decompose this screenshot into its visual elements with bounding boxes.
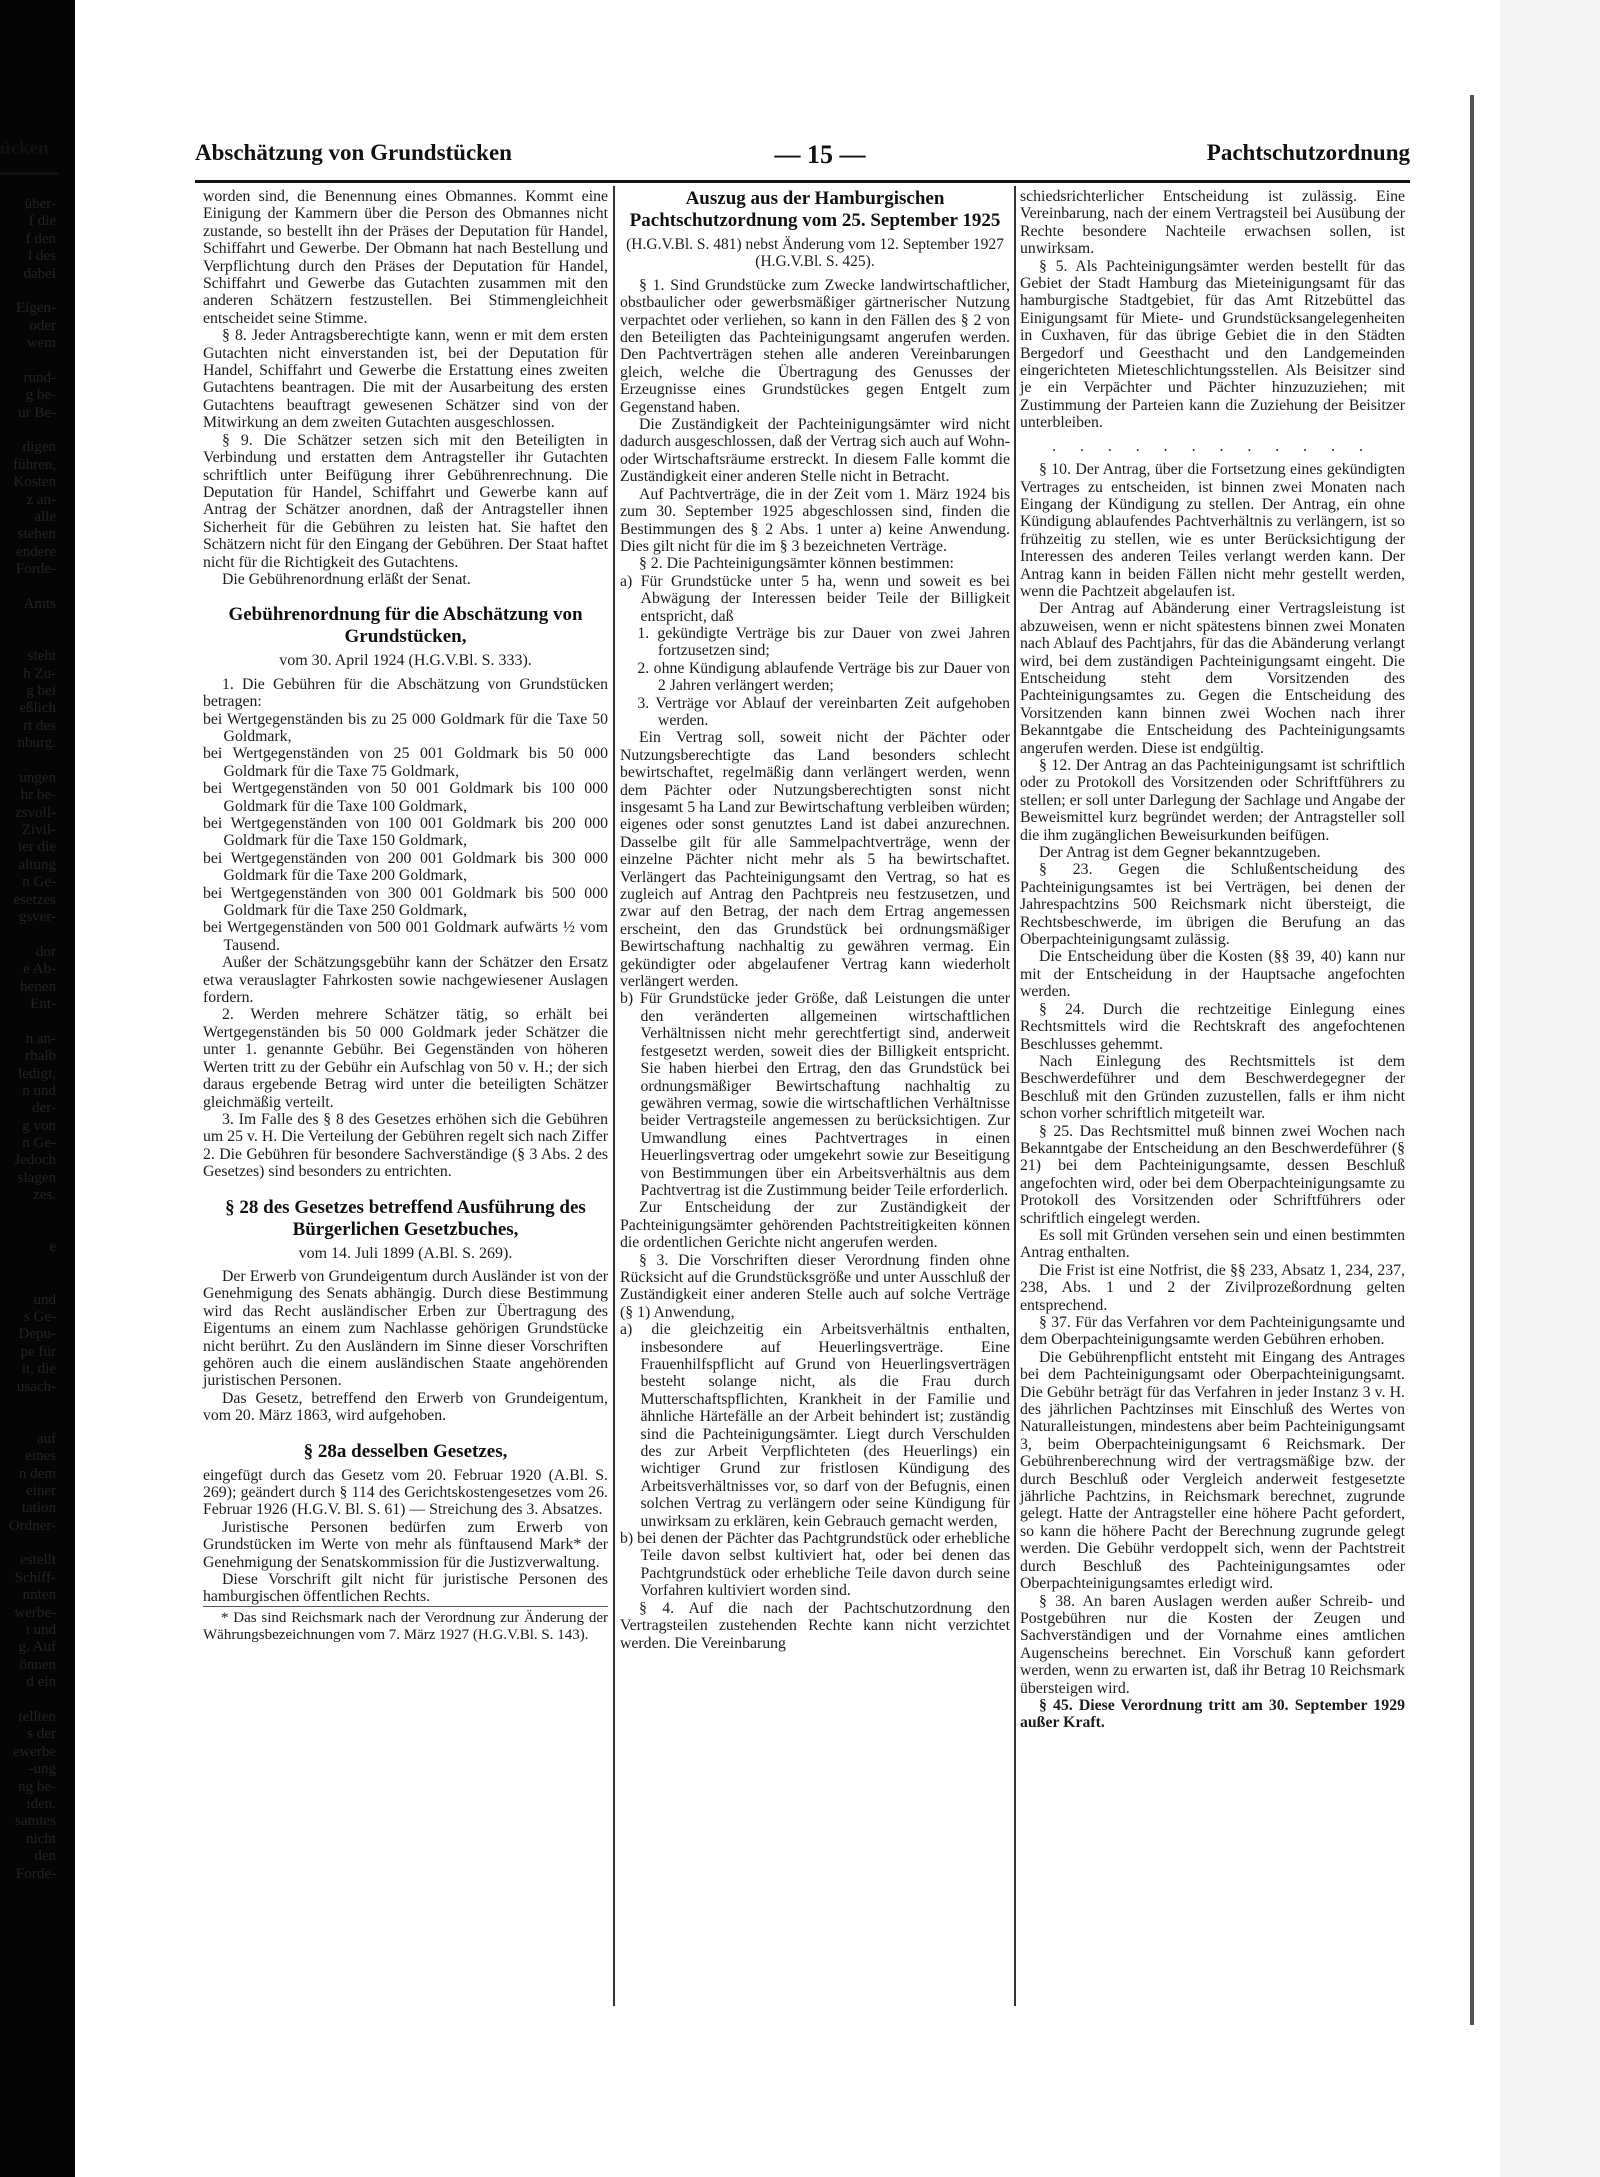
previous-page-line: führen, <box>13 456 56 473</box>
fee-schedule-item: bei Wertgegenständen bis zu 25 000 Goldmark für die Taxe 50 Goldmark, <box>203 710 608 745</box>
previous-page-line: stehen <box>17 526 56 543</box>
paragraph-section-4: § 4. Auf die nach der Pachtschutzordnung den Vertragsteilen zustehenden Rechte kann nicht verzichtet werden. Die Vereinbarung <box>620 1599 1010 1652</box>
previous-page-line <box>0 1257 58 1274</box>
previous-page-line: samtes <box>15 1813 56 1830</box>
previous-page-line: ledigt, <box>18 1065 56 1082</box>
previous-page-line: rund- <box>23 369 56 386</box>
previous-page-line: rhalb <box>25 1048 56 1065</box>
previous-page-line: Eigen- <box>16 300 56 317</box>
paragraph: Das Gesetz, betreffend den Erwerb von Grundeigentum, vom 20. März 1863, wird aufgehoben. <box>203 1389 608 1425</box>
paragraph: Juristische Personen bedürfen zum Erwerb von Grundstücken im Werte von mehr als fünftausend Mark* der Genehmigung der Senatskommission für die Justizverwaltung. <box>203 1518 608 1571</box>
column-1 <box>203 188 608 1645</box>
list-item: 2. ohne Kündigung ablaufende Verträge bis zur Dauer von 2 Jahren verlängert werden; <box>637 659 1010 695</box>
previous-page-line <box>0 422 58 439</box>
column-rule <box>613 186 615 2006</box>
previous-page-line: ng be- <box>18 1778 56 1795</box>
heading-gebuehrenordnung: Gebührenordnung für die Abschätzung von Grundstücken, <box>228 604 583 648</box>
previous-page-line: den <box>34 1848 56 1865</box>
paragraph-2a: a) Für Grundstücke unter 5 ha, wenn und soweit es bei Abwägung der Interessen beider Teile der Billigkeit entspricht, daß <box>620 572 1010 625</box>
previous-page-line <box>0 1535 58 1552</box>
previous-page-line: endere <box>16 543 56 560</box>
previous-page-line: eßlich <box>19 700 56 717</box>
previous-page-line: g be- <box>25 387 56 404</box>
paragraph: Ein Vertrag soll, soweit nicht der Pächter oder Nutzungsberechtigte das Land besonders schlecht bewirtschaftet, regelmäßig dann verlängert werden, wenn dem Pächter oder Nutzungsberechtigten sonst nicht insgesamt 5 ha Land zur Bewirtschaftung verbleiben würden; eigenes oder sonst genutztes Land ist dabei anzurechnen. Dasselbe gilt für alle Sammelpachtverträge, wenn der einzelne Pächter nicht mehr als 5 ha bewirtschaftet. Verlängert das Pachteinigungsamt den Vertrag, so hat es zugleich auf Antrag den Pachtpreis neu festzusetzen, und zwar auf den Betrag, der nach dem Ertrag angemessen erscheint, den das Grundstück bei ordnungsmäßiger Bewirtschaftung nachhaltig zu gewähren vermag. Ein gekündigter oder abgelaufener Vertrag kann wiederholt verlängert werden. <box>620 729 1010 991</box>
paragraph-section-1: § 1. Sind Grundstücke zum Zwecke landwirtschaftlicher, obstbaulicher oder gewerbsmäßiger gärtnerischer Nutzung verpachtet oder verliehen, so kann in den Fällen des § 2 von den Beteiligten das Pachteinigungsamt angerufen werden. Den Pachtverträgen stehen alle anderen Vereinbarungen gleich, welche die Übertragung des Genusses der Erzeugnisse eines Grundstückes gegen Entgelt zum Gegenstand haben. <box>620 276 1010 416</box>
heading-section-28a: § 28a desselben Gesetzes, <box>303 1440 508 1462</box>
paragraph-section-37: § 37. Für das Verfahren vor dem Pachteinigungsamte und dem Oberpachteinigungsamte werden Gebühren erhoben. <box>1020 1314 1405 1349</box>
previous-page-line: f den <box>25 230 56 247</box>
paragraph-section-8: § 8. Jeder Antragsberechtigte kann, wenn er mit dem ersten Gutachten nicht einverstanden ist, bei der Deputation für Handel, Schiffahrt und Gewerbe die Erstattung eines zweiten Gutachtens beantragen. Die mit der Ausarbeitung des ersten Gutachtens beauftragt gewesenen Schätzer sind von der Mitwirkung an dem zweiten Gutachten ausgeschlossen. <box>203 327 608 432</box>
previous-page-line: digen <box>22 439 56 456</box>
previous-page-line: önnen <box>19 1656 56 1673</box>
paragraph: Die Frist ist eine Notfrist, die §§ 233, Absatz 1, 234, 237, 238, Abs. 1 und 2 der Zivilprozeßordnung gelten entsprechend. <box>1020 1261 1405 1314</box>
previous-page-line: ier die <box>18 839 56 856</box>
previous-page-line: n und <box>22 1082 56 1099</box>
previous-page-line <box>0 753 58 770</box>
paragraph: schiedsrichterlicher Entscheidung ist zulässig. Eine Vereinbarung, nach der einem Vertragsteil bei Ausübung der Rechte besondere Nachteile erwachsen sollen, ist unwirksam. <box>1020 188 1405 258</box>
previous-page-line <box>0 579 58 596</box>
previous-page-line: Kosten <box>13 474 56 491</box>
list-item: 3. Verträge vor Ablauf der vereinbarten Zeit aufgehoben werden. <box>637 694 1010 729</box>
list-item: 1. gekündigte Verträge bis zur Dauer von zwei Jahren fortzusetzen sind; <box>637 624 1010 660</box>
previous-page-line: l des <box>28 248 56 265</box>
paragraph: Außer der Schätzungsgebühr kann der Schätzer den Ersatz etwa verauslagter Fahrkosten sowie nachgewiesener Auslagen fordern. <box>203 954 608 1007</box>
paragraph-3a: a) die gleichzeitig ein Arbeitsverhältnis enthalten, insbesondere auf Heuerlingsverträge. Eine Frauenhilfspflicht auf Grund von Heuerlingsverträgen besteht solange nicht, als die Frau durch Mutterschaftspflichten, Krankheit in der Familie und ähnliche Härtefälle an der Arbeit behindert ist; zuständig sind die Pachteinigungsämter. Liegt durch Verschulden des zur Arbeit Verpflichteten (des Heuerlings) ein wichtiger Grund zur fristlosen Kündigung des Arbeitsverhältnisses vor, so darf von der Befugnis, einen solchen Vertrag zu verlängern oder seine Kündigung für unwirksam zu erklären, kein Gebrauch gemacht werden, <box>620 1321 1010 1530</box>
footnote: * Das sind Reichsmark nach der Verordnung zur Änderung der Währungsbezeichnungen vom 7. März 1927 (H.G.V.Bl. S. 143). <box>203 1606 608 1645</box>
previous-page-line: e <box>49 1239 56 1256</box>
paragraph-section-25: § 25. Das Rechtsmittel muß binnen zwei Wochen nach Bekanntgabe der Entscheidung an den Beschwerdeführer (§ 21) bei dem Pachteinigungsamte, dessen Beschluß angefochten wird, oder bei dem Oberpachteinigungsamte zu Protokoll des Vorsitzenden oder Schriftführers oder schriftlich eingelegt werden. <box>1020 1122 1405 1227</box>
previous-page-line: g. Auf <box>18 1639 56 1656</box>
paragraph-fee-3: 3. Im Falle des § 8 des Gesetzes erhöhen sich die Gebühren um 25 v. H. Die Verteilung der Gebühren regelt sich nach Ziffer 2. Die Gebühren für besondere Sachverständige (§ 3 Abs. 2 des Gesetzes) sind besonders zu entrichten. <box>203 1110 608 1181</box>
fee-schedule-item: bei Wertgegenständen von 100 001 Goldmark bis 200 000 Goldmark für die Taxe 150 Goldmark, <box>203 815 608 850</box>
previous-page-line: werbe- <box>14 1604 56 1621</box>
previous-page-line: wem <box>26 335 56 352</box>
previous-page-line <box>0 613 58 630</box>
fee-schedule-item: bei Wertgegenständen von 50 001 Goldmark bis 100 000 Goldmark für die Taxe 100 Goldmark, <box>203 780 608 815</box>
previous-page-line: zes. <box>33 1187 56 1204</box>
heading-section-28: § 28 des Gesetzes betreffend Ausführung des Bürgerlichen Gesetzbuches, <box>225 1196 586 1240</box>
previous-page-line: usach- <box>16 1378 56 1395</box>
previous-page-line: slagen <box>17 1169 56 1186</box>
previous-page-line: altung <box>18 856 56 873</box>
previous-page-line: dabei <box>23 265 56 282</box>
heading-date: vom 30. April 1924 (H.G.V.Bl. S. 333). <box>279 652 532 670</box>
previous-page-line: nburg. <box>17 735 56 752</box>
list-2a <box>620 625 1010 729</box>
previous-page-line: ur Be- <box>18 404 56 421</box>
previous-page-line: g bei <box>26 682 56 699</box>
previous-page-line: f die <box>28 213 56 230</box>
previous-page-line: nnten <box>22 1587 56 1604</box>
previous-page-line: zsvoll- <box>15 804 56 821</box>
previous-page-line: rt des <box>23 717 56 734</box>
previous-page-line: einer <box>26 1482 56 1499</box>
page-edge-shadow <box>1470 95 1474 2025</box>
previous-page-line: it, die <box>21 1361 56 1378</box>
paragraph-section-3: § 3. Die Vorschriften dieser Verordnung finden ohne Rücksicht auf die Grundstücksgröße und unter Ausschluß der Zuständigkeit einer anderen Stelle auch auf solche Verträge (§ 1) Anwendung, <box>620 1251 1010 1321</box>
previous-page-line: henen <box>20 978 56 995</box>
previous-page-line <box>0 1396 58 1413</box>
ellipsis-dots: . . . . . . . . . . . . <box>1052 437 1373 455</box>
previous-page-line: über- <box>24 196 56 212</box>
paragraph: Nach Einlegung des Rechtsmittels ist dem Beschwerdeführer und dem Beschwerdegegner der Beschluß mit den Gründen zuzustellen, falls er ihm nicht schon vorher schriftlich mitgeteilt war. <box>1020 1052 1405 1123</box>
previous-page-line: z an- <box>26 491 56 508</box>
previous-page-line: n Ge- <box>22 1135 56 1152</box>
paragraph: Auf Pachtverträge, die in der Zeit vom 1. März 1924 bis zum 30. September 1925 abgeschlossen sind, finden die Bestimmungen des § 2 Abs. 1 unter a) keine Anwendung. Dies gilt nicht für die im § 3 bezeichneten Verträge. <box>620 485 1010 555</box>
previous-page-line: Depu- <box>18 1326 56 1343</box>
previous-page-line: ewerbe <box>12 1743 56 1760</box>
previous-page-line: eines <box>25 1448 56 1465</box>
paragraph-2b: b) Für Grundstücke jeder Größe, daß Leistungen die unter den veränderten allgemeinen wirtschaftlichen Verhältnissen nicht mehr gerechtfertigt sind, anderweit festgesetzt werden, soweit dies der Billigkeit entspricht. Sie haben hierbei den Ertrag, den das Grundstück bei ordnungsmäßiger Bewirtschaftung nachhaltig zu gewähren vermag, sowie die wirtschaftlichen Verhältnisse beider Vertragsteile angemessen zu berücksichtigen. Zur Umwandlung eines Pachtvertrages in einen Heuerlingsvertrag oder umgekehrt sowie zur Beseitigung von Bestimmungen über ein Arbeitsverhältnis aus dem Pachtvertrag ist die Zustimmung beider Teile erforderlich. <box>620 990 1010 1199</box>
paragraph-section-2: § 2. Die Pachteinigungsämter können bestimmen: <box>638 555 954 573</box>
paragraph-section-23: § 23. Gegen die Schlußentscheidung des Pachteinigungsamtes ist bei Verträgen, bei denen der Jahrespachtzins 500 Reichsmark nicht übersteigt, die Rechtsbeschwerde, im übrigen die Berufung an das Oberpachteinigungsamt zulässig. <box>1020 861 1405 949</box>
paragraph: Es soll mit Gründen versehen sein und einen bestimmten Antrag enthalten. <box>1020 1226 1405 1262</box>
fee-schedule-item: bei Wertgegenständen von 300 001 Goldmark bis 500 000 Goldmark für die Taxe 250 Goldmark, <box>203 884 608 920</box>
previous-page-line: estellt <box>20 1552 56 1569</box>
previous-page-line: d ein <box>26 1674 56 1691</box>
column-2 <box>620 188 1010 1652</box>
previous-page-line: Schiff- <box>14 1569 56 1586</box>
previous-page-line: esetzes <box>13 891 56 908</box>
paragraph-section-38: § 38. An baren Auslagen werden außer Schreib- und Postgebühren nur die Kosten der Zeugen und Sachverständigen und der Vornahme eines amtlichen Augenscheins berechnet. Ein Vorschuß kann gefordert werden, wenn zu erwarten ist, daß ihr Betrag 10 Reichsmark übersteigen wird. <box>1020 1592 1405 1697</box>
previous-page-line: auf <box>36 1430 56 1447</box>
paragraph-section-12: § 12. Der Antrag an das Pachteinigungsamt ist schriftlich oder zu Protokoll des Vorsitzenden oder Schriftführers zu stellen; er soll unter Darlegung der Sachlage und Angabe der Beweismittel kurz begründet werden; der Antragsteller soll die ihm zugänglichen Beweisurkunden beifügen. <box>1020 757 1405 844</box>
previous-page-line: tation <box>21 1500 56 1517</box>
paragraph: Zur Entscheidung der zur Zuständigkeit der Pachteinigungsämter gehörenden Pachtstreitigkeiten können die ordentlichen Gerichte nicht angerufen werden. <box>620 1199 1010 1252</box>
previous-page-line <box>0 1413 58 1430</box>
paragraph: Diese Vorschrift gilt nicht für juristische Personen des hamburgischen öffentlichen Rechts. <box>203 1571 608 1606</box>
heading-date: vom 14. Juli 1899 (A.Bl. S. 269). <box>298 1244 513 1262</box>
paragraph-fee-1: 1. Die Gebühren für die Abschätzung von Grundstücken betragen: <box>203 675 608 711</box>
previous-page-line: Zivil- <box>21 822 56 839</box>
paragraph-section-5: § 5. Als Pachteinigungsämter werden bestellt für das Gebiet der Stadt Hamburg das Mieteinigungsamt für das hamburgische Stadtgebiet, für das Amt Ritzebüttel das Einigungsamt für Miete- und Grundstücksangelegenheiten in Cuxhaven, für das übrige Gebiet die in den Städten Bergedorf und Geesthacht und den Landgemeinden eingerichteten Mieteschlichtungsstellen. Als Beisitzer sind je ein Verpächter und Pächter hinzuzuziehen; mit Zustimmung der Parteien kann die Zuziehung der Beisitzer unterbleiben. <box>1020 257 1405 432</box>
paragraph: worden sind, die Benennung eines Obmannes. Kommt eine Einigung der Kammern über die Person des Obmannes nicht zustande, so bestellt ihn der Präses der Deputation für Handel, Schiffahrt und Gewerbe. Der Obmann hat nach Bestellung und Verpflichtung durch den Präses der Deputation für Handel, Schiffahrt und Gewerbe das Gutachten zusammen mit den anderen Schätzern festzustellen. Bei Stimmengleichheit entscheidet seine Stimme. <box>203 188 608 327</box>
previous-page-line <box>0 1274 58 1291</box>
paragraph-section-10: § 10. Der Antrag, über die Fortsetzung eines gekündigten Vertrages zu entscheiden, ist binnen zwei Monaten nach Eingang der Kündigung zu stellen. Der Antrag, ein ohne Kündigung ablaufendes Pachtverhältnis zu verlängern, ist so frühzeitig zu stellen, wie es unter Berücksichtigung der Interessen des anderen Teiles verlangt werden kann. Der Antrag kann in beiden Fällen nicht mehr gestellt werden, wenn die Pachtzeit abgelaufen ist. <box>1020 461 1405 600</box>
running-header-left: Abschätzung von Grundstücken <box>195 140 512 165</box>
previous-page-line: hr be- <box>20 787 56 804</box>
previous-page-line: dor <box>36 943 56 960</box>
paragraph: Die Gebührenpflicht entsteht mit Eingang des Antrages bei dem Pachteinigungsamt oder Oberpachteinigungsamt. Die Gebühr beträgt für das Verfahren in jeder Instanz 3 v. H. des jährlichen Pachtzinses mit Einschluß des Wertes von Naturalleistungen, mindestens aber beim Pachteinigungsamt 3, beim Oberpachteinigungsamt 6 Reichsmark. Der Gebührenberechnung wird der vertragsmäßige bzw. der durch Beschluß oder Vergleich anderweit festgesetzte jährliche Pachtzins, in Reichsmark berechnet, zugrunde gelegt. Hatte der Antragsteller eine höhere Pacht gefordert, so kann die höhere Pacht der Berechnung zugrunde gelegt werden. Die Gebühr verdoppelt sich, wenn der Pachtstreit durch Beschluß des Pachteinigungsamtes oder Oberpachteinigungsamtes erledigt wird. <box>1020 1348 1405 1593</box>
previous-page-line: ıden. <box>26 1795 56 1812</box>
newspaper-page <box>195 130 1410 2010</box>
previous-page-line: nicht <box>26 1830 56 1847</box>
previous-page-line: s der <box>27 1726 56 1743</box>
fee-schedule-item: bei Wertgegenständen von 500 001 Goldmark aufwärts ½ vom Tausend. <box>203 919 608 954</box>
previous-page-header: ücken <box>0 138 49 159</box>
previous-page-line: s Ge- <box>23 1309 56 1325</box>
previous-page-line: Ent- <box>30 995 56 1012</box>
previous-page-line: ı und <box>25 1622 56 1639</box>
previous-page-line: Ordner- <box>8 1517 56 1534</box>
paragraph: Der Erwerb von Grundeigentum durch Ausländer ist von der Genehmigung des Senats abhängig. Durch diese Bestimmung wird das Recht ausländischer Erben zur Übertragung des Eigentums an einem zum Nachlasse gehörigen Grundstücke nicht berührt. Zu den Ausländern im Sinne dieser Vorschriften gehören auch die einem ausländischen Staate angehörenden juristischen Personen. <box>203 1267 608 1390</box>
previous-page-line <box>0 1222 58 1239</box>
previous-page-line: Jedoch <box>14 1152 56 1169</box>
previous-page-line <box>0 1013 58 1030</box>
paragraph: Der Antrag auf Abänderung einer Vertragsleistung ist abzuweisen, wenn er nicht spätestens binnen zwei Monaten nach Ablauf des Pachtjahrs, für das die Abänderung verlangt wird, bei dem zuständigen Pachteinigungsamt eingeht. Die Entscheidung steht dem Vorsitzenden des Pachteinigungsamtes zu. Gegen die Entscheidung des Vorsitzenden kann binnen zwei Wochen nach ihrer Bekanntgabe die Entscheidung des Pachteinigungsamts angerufen werden. Diese ist endgültig. <box>1020 600 1405 757</box>
heading-source: (H.G.V.Bl. S. 481) nebst Änderung vom 12. September 1927 (H.G.V.Bl. S. 425). <box>626 236 1004 271</box>
previous-page-line <box>0 283 58 300</box>
previous-page-line: g von <box>22 1117 56 1134</box>
paragraph: Die Zuständigkeit der Pachteinigungsämter wird nicht dadurch ausgeschlossen, daß der Vertrag sich auch auf Wohn- oder Wirtschaftsräume erstreckt. In diesem Falle kommt die Zuständigkeit einer anderen Stelle nicht in Betracht. <box>620 416 1010 486</box>
previous-page-line <box>0 353 58 370</box>
previous-page-line: Amts <box>23 595 56 612</box>
paragraph-3b: b) bei denen der Pächter das Pachtgrundstück oder erhebliche Teile davon selbst kultiviert hat, oder bei denen das Pachtgrundstück oder erhebliche Teile davon durch seine Vorfahren kultiviert worden sind. <box>620 1530 1010 1600</box>
previous-page-line: -ung <box>28 1761 56 1778</box>
previous-page-line: e Ab- <box>23 961 56 978</box>
paragraph-section-9: § 9. Die Schätzer setzen sich mit den Beteiligten in Verbindung und erstatten dem Antragsteller ihr Gutachten schriftlich unter Beifügung ihrer Gebührenrechnung. Die Deputation für Handel, Schiffahrt und Gewerbe kann auf Antrag der Schätzer anordnen, daß der Antragsteller ihnen Sicherheit für die Gebühren zu leisten hat. Sie haftet den Schätzern nicht für den Eingang der Gebühren. Der Staat haftet nicht für die Richtigkeit des Gutachtens. <box>203 431 608 571</box>
previous-page-line: gsver- <box>18 909 56 926</box>
column-3 <box>1020 188 1405 1732</box>
previous-page-line: n an- <box>25 1030 56 1047</box>
previous-page-line: h Zu- <box>23 665 56 682</box>
previous-page-line: Forde- <box>16 561 56 578</box>
paragraph: Die Entscheidung über die Kosten (§§ 39, 40) kann nur mit der Entscheidung in der Hauptsache angefochten werden. <box>1020 948 1405 1001</box>
heading-auszug: Auszug aus der Hamburgischen Pachtschutzordnung vom 25. September 1925 <box>629 188 1001 231</box>
page-number: — 15 — <box>774 140 866 169</box>
film-margin-right <box>1500 0 1600 2177</box>
fee-schedule-item: bei Wertgegenständen von 25 001 Goldmark bis 50 000 Goldmark für die Taxe 75 Goldmark, <box>203 745 608 780</box>
previous-page-line: oder <box>29 317 56 334</box>
previous-page-lines <box>0 196 58 1883</box>
previous-page-line: Forde- <box>16 1865 56 1882</box>
previous-page-rule <box>0 172 58 175</box>
header-rule <box>195 180 1410 183</box>
paragraph-section-24: § 24. Durch die rechtzeitige Einlegung eines Rechtsmittels wird die Rechtskraft des angefochtenen Beschlusses gehemmt. <box>1020 1000 1405 1053</box>
paragraph-section-45: § 45. Diese Verordnung tritt am 30. September 1929 außer Kraft. <box>1020 1696 1405 1732</box>
previous-page-line <box>0 1692 58 1709</box>
previous-page-line: steht <box>27 648 56 665</box>
previous-page-line: n Ge- <box>22 874 56 891</box>
previous-page-line: tellten <box>18 1708 56 1725</box>
previous-page-line: ungen <box>19 769 56 786</box>
paragraph-fee-2: 2. Werden mehrere Schätzer tätig, so erhält bei Wertgegenständen bis 50 000 Goldmark jeder Schätzer die unter 1. genannte Gebühr. Bei Gegenständen von höheren Werten tritt zu der Gebühr ein Aufschlag von 50 v. H.; der sich daraus ergebende Betrag wird unter die beteiligten Schätzer gleichmäßig verteilt. <box>203 1006 608 1111</box>
paragraph: Der Antrag ist dem Gegner bekanntzugeben. <box>1038 844 1321 862</box>
previous-page-line <box>0 631 58 648</box>
previous-page-line <box>0 926 58 943</box>
previous-page-line: pe für <box>20 1343 56 1360</box>
paragraph-eingefuegt: eingefügt durch das Gesetz vom 20. Februar 1920 (A.Bl. S. 269); geändert durch § 114 des Gerichtskostengesetzes vom 26. Februar 1926 (H.G.V. Bl. S. 61) — Streichung des 3. Absatzes. <box>203 1466 608 1519</box>
fee-schedule-list <box>203 711 608 955</box>
previous-page-line: n dem <box>18 1465 56 1482</box>
fee-schedule-item: bei Wertgegenständen von 200 001 Goldmark bis 300 000 Goldmark für die Taxe 200 Goldmark, <box>203 849 608 885</box>
column-rule <box>1014 186 1016 2006</box>
paragraph: Die Gebührenordnung erläßt der Senat. <box>221 570 471 588</box>
previous-page-line: der- <box>32 1100 56 1117</box>
previous-page-line: alle <box>34 509 56 526</box>
previous-page-line <box>0 1205 58 1222</box>
previous-page-line: und <box>33 1291 56 1308</box>
running-header-right: Pachtschutzordnung <box>1206 140 1410 165</box>
